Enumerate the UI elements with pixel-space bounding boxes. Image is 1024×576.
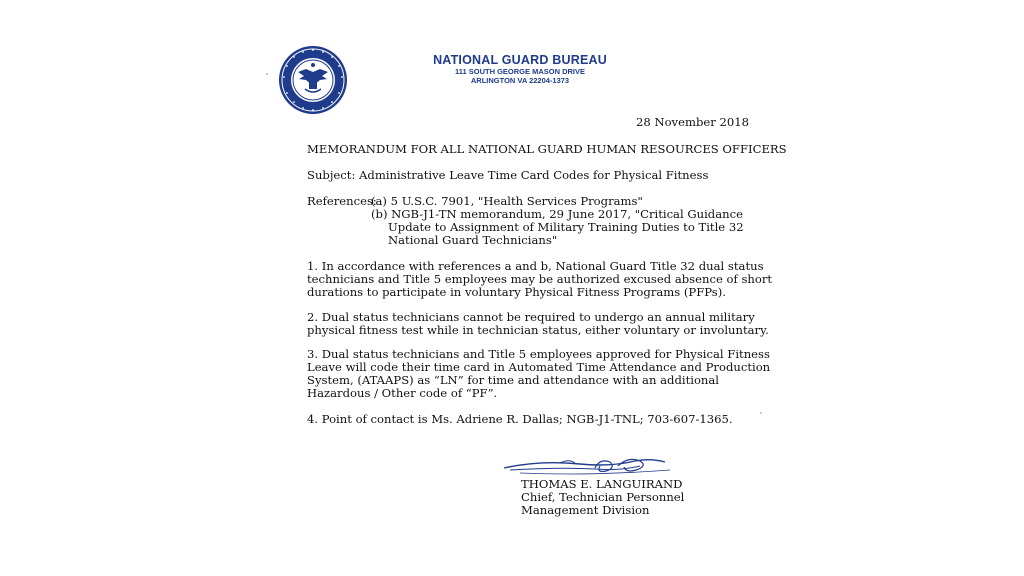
- scan-speck: [266, 73, 268, 75]
- reference-b-line-1: (b) NGB-J1-TN memorandum, 29 June 2017, "Critical Guidance: [371, 207, 743, 221]
- references: [307, 195, 744, 247]
- signer-division: Management Division: [521, 503, 650, 517]
- signer-name: THOMAS E. LANGUIRAND: [521, 477, 683, 491]
- scan-speck: [760, 412, 762, 414]
- paragraph-1-line: technicians and Title 5 employees may be authorized excused absence of short: [307, 272, 773, 286]
- paragraph-3-line: System, (ATAAPS) as “LN” for time and attendance with an additional: [307, 373, 720, 387]
- reference-b-line-3: National Guard Technicians": [388, 233, 558, 247]
- agency-city: ARLINGTON VA 22204-1373: [470, 76, 570, 85]
- paragraph-3: [307, 348, 770, 400]
- paragraph-2: [307, 311, 769, 337]
- paragraph-3-line: Leave will code their time card in Automated Time Attendance and Production: [307, 360, 771, 374]
- references-label: References:: [307, 194, 377, 208]
- memo-subject: Subject: Administrative Leave Time Card Codes for Physical Fitness: [307, 168, 709, 182]
- agency-street: 111 SOUTH GEORGE MASON DRIVE: [454, 67, 586, 76]
- paragraph-1-line: durations to participate in voluntary Physical Fitness Programs (PFPs).: [307, 285, 726, 299]
- signer-title: Chief, Technician Personnel: [521, 490, 685, 504]
- paragraph-2-line: physical fitness test while in technician status, either voluntary or involuntary.: [307, 323, 769, 337]
- dod-seal: [278, 45, 348, 115]
- paragraph-2-line: 2. Dual status technicians cannot be required to undergo an annual military: [307, 310, 755, 324]
- paragraph-4: 4. Point of contact is Ms. Adriene R. Dallas; NGB-J1-TNL; 703-607-1365.: [307, 412, 733, 426]
- paragraph-3-line: 3. Dual status technicians and Title 5 employees approved for Physical Fitness: [307, 347, 770, 361]
- paragraph-1-line: 1. In accordance with references a and b, National Guard Title 32 dual status: [307, 259, 764, 273]
- agency-name: NATIONAL GUARD BUREAU: [433, 53, 607, 67]
- memo-date: 28 November 2018: [636, 115, 749, 129]
- paragraph-3-line: Hazardous / Other code of “PF”.: [307, 386, 498, 400]
- letterhead: [410, 53, 630, 85]
- reference-b-line-2: Update to Assignment of Military Training Duties to Title 32: [388, 220, 744, 234]
- handwritten-signature: [500, 452, 675, 480]
- paragraph-1: [307, 260, 772, 299]
- signature-block: [521, 478, 684, 517]
- memo-to: MEMORANDUM FOR ALL NATIONAL GUARD HUMAN RESOURCES OFFICERS: [307, 142, 787, 156]
- reference-a: (a) 5 U.S.C. 7901, "Health Services Programs": [371, 194, 643, 208]
